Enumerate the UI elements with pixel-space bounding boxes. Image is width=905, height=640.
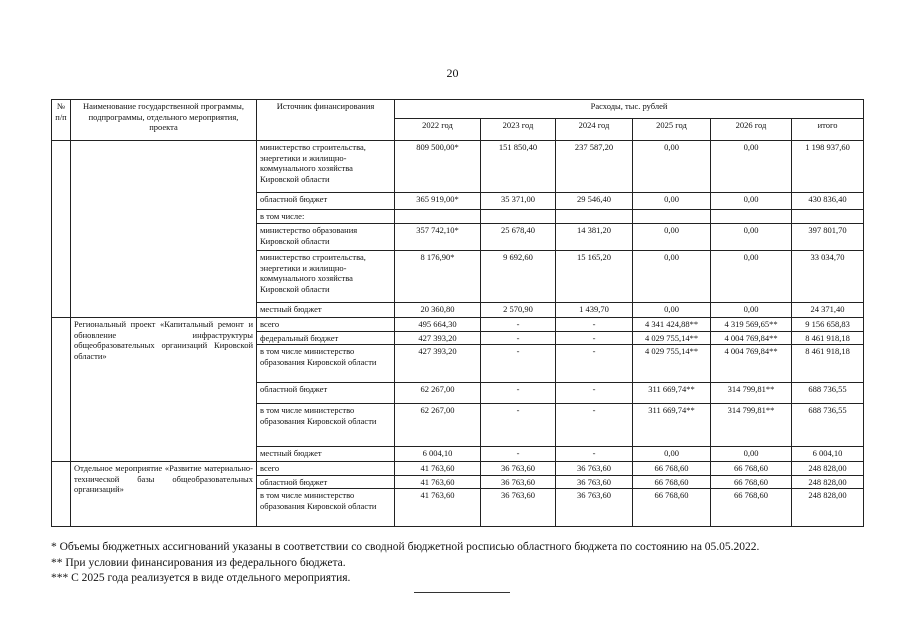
name-cell: Отдельное мероприятие «Развитие материально-технической базы общеобразовательных организаций» bbox=[71, 462, 257, 527]
value-cell: 14 381,20 bbox=[556, 224, 633, 251]
name-cell: Региональный проект «Капитальный ремонт и обновление инфраструктуры общеобразовательных организаций Кировской области» bbox=[71, 318, 257, 462]
header-year: 2026 год bbox=[711, 119, 792, 141]
num-cell bbox=[52, 141, 71, 318]
value-cell: 66 768,60 bbox=[633, 475, 711, 489]
value-cell: 427 393,20 bbox=[395, 331, 481, 345]
value-cell: 4 004 769,84** bbox=[711, 331, 792, 345]
num-cell bbox=[52, 462, 71, 527]
value-cell: 66 768,60 bbox=[711, 462, 792, 476]
budget-table bbox=[51, 99, 864, 527]
value-cell: 24 371,40 bbox=[792, 303, 864, 318]
value-cell: 365 919,00* bbox=[395, 193, 481, 210]
value-cell: 8 461 918,18 bbox=[792, 345, 864, 383]
value-cell: - bbox=[481, 383, 556, 404]
header-year: 2024 год bbox=[556, 119, 633, 141]
source-cell: всего bbox=[257, 462, 395, 476]
source-cell: областной бюджет bbox=[257, 475, 395, 489]
value-cell: 36 763,60 bbox=[481, 462, 556, 476]
value-cell: 4 029 755,14** bbox=[633, 331, 711, 345]
value-cell: 62 267,00 bbox=[395, 404, 481, 447]
value-cell: 6 004,10 bbox=[395, 447, 481, 462]
value-cell: 314 799,81** bbox=[711, 383, 792, 404]
table-row bbox=[52, 141, 864, 193]
source-cell: в том числе министерство образования Кировской области bbox=[257, 404, 395, 447]
source-cell: министерство образования Кировской области bbox=[257, 224, 395, 251]
value-cell: 25 678,40 bbox=[481, 224, 556, 251]
source-cell: областной бюджет bbox=[257, 193, 395, 210]
header-year: 2025 год bbox=[633, 119, 711, 141]
value-cell: 62 267,00 bbox=[395, 383, 481, 404]
value-cell: 0,00 bbox=[711, 303, 792, 318]
value-cell: 248 828,00 bbox=[792, 489, 864, 527]
num-cell bbox=[52, 318, 71, 462]
value-cell: 248 828,00 bbox=[792, 475, 864, 489]
value-cell: 151 850,40 bbox=[481, 141, 556, 193]
header-expenses: Расходы, тыс. рублей bbox=[395, 100, 864, 119]
footnote: *** С 2025 года реализуется в виде отдельного мероприятия. bbox=[51, 572, 351, 584]
value-cell: - bbox=[481, 345, 556, 383]
value-cell: 41 763,60 bbox=[395, 489, 481, 527]
value-cell bbox=[711, 210, 792, 224]
value-cell: 36 763,60 bbox=[556, 489, 633, 527]
value-cell: 29 546,40 bbox=[556, 193, 633, 210]
value-cell: 66 768,60 bbox=[633, 489, 711, 527]
table-row bbox=[52, 318, 864, 332]
header-year: 2023 год bbox=[481, 119, 556, 141]
value-cell: 0,00 bbox=[711, 193, 792, 210]
value-cell: - bbox=[556, 404, 633, 447]
source-cell: всего bbox=[257, 318, 395, 332]
source-cell: областной бюджет bbox=[257, 383, 395, 404]
value-cell: 4 319 569,65** bbox=[711, 318, 792, 332]
source-cell: министерство строительства, энергетики и жилищно-коммунального хозяйства Кировской области bbox=[257, 141, 395, 193]
value-cell: 9 156 658,83 bbox=[792, 318, 864, 332]
value-cell: 0,00 bbox=[711, 224, 792, 251]
value-cell: 9 692,60 bbox=[481, 251, 556, 303]
value-cell bbox=[556, 210, 633, 224]
header-name: Наименование государственной программы, подпрограммы, отдельного мероприятия, проекта bbox=[71, 100, 257, 141]
value-cell: 0,00 bbox=[711, 251, 792, 303]
value-cell bbox=[633, 210, 711, 224]
value-cell: 36 763,60 bbox=[481, 489, 556, 527]
value-cell: 0,00 bbox=[633, 224, 711, 251]
value-cell: 4 004 769,84** bbox=[711, 345, 792, 383]
value-cell: 8 461 918,18 bbox=[792, 331, 864, 345]
value-cell: 36 763,60 bbox=[556, 462, 633, 476]
source-cell: в том числе: bbox=[257, 210, 395, 224]
value-cell: - bbox=[481, 404, 556, 447]
source-cell: министерство строительства, энергетики и жилищно-коммунального хозяйства Кировской области bbox=[257, 251, 395, 303]
value-cell: - bbox=[481, 447, 556, 462]
value-cell: 66 768,60 bbox=[711, 489, 792, 527]
footnote-divider bbox=[414, 592, 510, 593]
value-cell bbox=[395, 210, 481, 224]
value-cell: 314 799,81** bbox=[711, 404, 792, 447]
value-cell: 0,00 bbox=[633, 251, 711, 303]
footnote: ** При условии финансирования из федерального бюджета. bbox=[51, 557, 346, 569]
value-cell: - bbox=[556, 345, 633, 383]
value-cell: 0,00 bbox=[711, 141, 792, 193]
value-cell: 20 360,80 bbox=[395, 303, 481, 318]
value-cell: - bbox=[556, 447, 633, 462]
value-cell: 357 742,10* bbox=[395, 224, 481, 251]
value-cell: 248 828,00 bbox=[792, 462, 864, 476]
value-cell: 397 801,70 bbox=[792, 224, 864, 251]
value-cell: 0,00 bbox=[633, 193, 711, 210]
value-cell: 1 439,70 bbox=[556, 303, 633, 318]
value-cell: 66 768,60 bbox=[633, 462, 711, 476]
value-cell: 41 763,60 bbox=[395, 462, 481, 476]
value-cell: - bbox=[481, 331, 556, 345]
value-cell: 4 029 755,14** bbox=[633, 345, 711, 383]
value-cell: 41 763,60 bbox=[395, 475, 481, 489]
value-cell: 427 393,20 bbox=[395, 345, 481, 383]
value-cell: 66 768,60 bbox=[711, 475, 792, 489]
value-cell: 430 836,40 bbox=[792, 193, 864, 210]
value-cell: 8 176,90* bbox=[395, 251, 481, 303]
value-cell: 33 034,70 bbox=[792, 251, 864, 303]
value-cell: 0,00 bbox=[633, 447, 711, 462]
value-cell: - bbox=[556, 318, 633, 332]
value-cell: 688 736,55 bbox=[792, 404, 864, 447]
header-year: 2022 год bbox=[395, 119, 481, 141]
footnote: * Объемы бюджетных ассигнований указаны в соответствии со сводной бюджетной росписью областного бюджета по состоянию на 05.05.2022. bbox=[51, 541, 760, 553]
header-total: итого bbox=[792, 119, 864, 141]
value-cell: - bbox=[556, 383, 633, 404]
value-cell: 809 500,00* bbox=[395, 141, 481, 193]
value-cell: 35 371,00 bbox=[481, 193, 556, 210]
name-cell bbox=[71, 141, 257, 318]
source-cell: в том числе министерство образования Кировской области bbox=[257, 489, 395, 527]
value-cell: - bbox=[481, 318, 556, 332]
value-cell: 0,00 bbox=[711, 447, 792, 462]
page-number: 20 bbox=[446, 66, 459, 80]
value-cell: 311 669,74** bbox=[633, 383, 711, 404]
value-cell: 495 664,30 bbox=[395, 318, 481, 332]
value-cell: 6 004,10 bbox=[792, 447, 864, 462]
value-cell bbox=[792, 210, 864, 224]
header-num: № п/п bbox=[52, 100, 71, 141]
value-cell: 1 198 937,60 bbox=[792, 141, 864, 193]
value-cell: 15 165,20 bbox=[556, 251, 633, 303]
value-cell: - bbox=[556, 331, 633, 345]
value-cell: 237 587,20 bbox=[556, 141, 633, 193]
value-cell: 0,00 bbox=[633, 141, 711, 193]
value-cell bbox=[481, 210, 556, 224]
value-cell: 688 736,55 bbox=[792, 383, 864, 404]
value-cell: 311 669,74** bbox=[633, 404, 711, 447]
value-cell: 36 763,60 bbox=[481, 475, 556, 489]
source-cell: федеральный бюджет bbox=[257, 331, 395, 345]
source-cell: местный бюджет bbox=[257, 303, 395, 318]
header-source: Источник финансирования bbox=[257, 100, 395, 141]
value-cell: 0,00 bbox=[633, 303, 711, 318]
source-cell: в том числе министерство образования Кировской области bbox=[257, 345, 395, 383]
value-cell: 36 763,60 bbox=[556, 475, 633, 489]
table-row bbox=[52, 462, 864, 476]
value-cell: 4 341 424,88** bbox=[633, 318, 711, 332]
value-cell: 2 570,90 bbox=[481, 303, 556, 318]
source-cell: местный бюджет bbox=[257, 447, 395, 462]
